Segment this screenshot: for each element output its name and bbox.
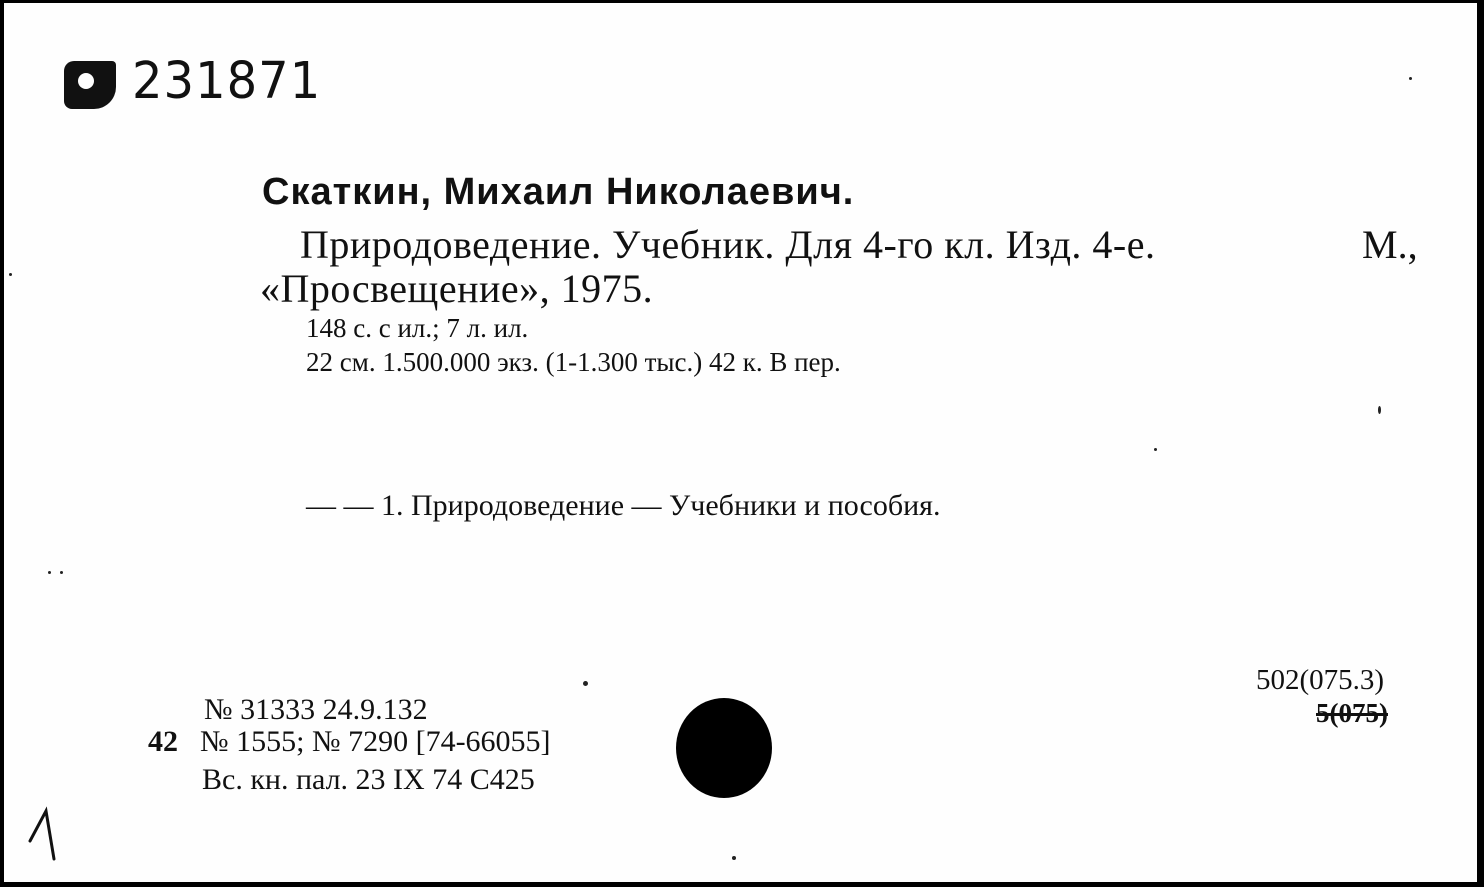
speck xyxy=(1378,406,1381,414)
speck xyxy=(60,571,63,574)
old-classification: 5(075) xyxy=(1316,698,1388,728)
card-paper xyxy=(4,3,1477,882)
speck xyxy=(1409,77,1412,80)
speck xyxy=(583,681,588,686)
subject-heading: — — 1. Природоведение — Учебники и пособия. xyxy=(306,489,941,522)
classification: 502(075.3) xyxy=(1256,664,1385,696)
pencil-mark xyxy=(26,803,60,863)
order-line-1: № 31333 24.9.132 xyxy=(204,693,428,726)
stamp-mark-icon xyxy=(64,61,116,109)
punch-hole-icon xyxy=(676,698,772,798)
order-prefix: 42 xyxy=(148,725,178,758)
title-line: Природоведение. Учебник. Для 4-го кл. Изд. 4-е. xyxy=(300,222,1156,267)
speck xyxy=(9,273,12,276)
speck xyxy=(732,856,736,860)
publisher-line: «Просвещение», 1975. xyxy=(260,266,654,311)
inventory-number: 231871 xyxy=(132,51,322,111)
speck xyxy=(1154,448,1157,451)
speck xyxy=(48,571,51,574)
place: М., xyxy=(1362,222,1418,267)
registry-line: Вс. кн. пал. 23 IX 74 С425 xyxy=(202,763,535,796)
author: Скаткин, Михаил Николаевич. xyxy=(262,171,855,213)
order-line-2: № 1555; № 7290 [74-66055] xyxy=(200,725,551,758)
size-line: 22 см. 1.500.000 экз. (1-1.300 тыс.) 42 к. В пер. xyxy=(306,347,841,377)
pages-line: 148 с. с ил.; 7 л. ил. xyxy=(306,313,529,343)
